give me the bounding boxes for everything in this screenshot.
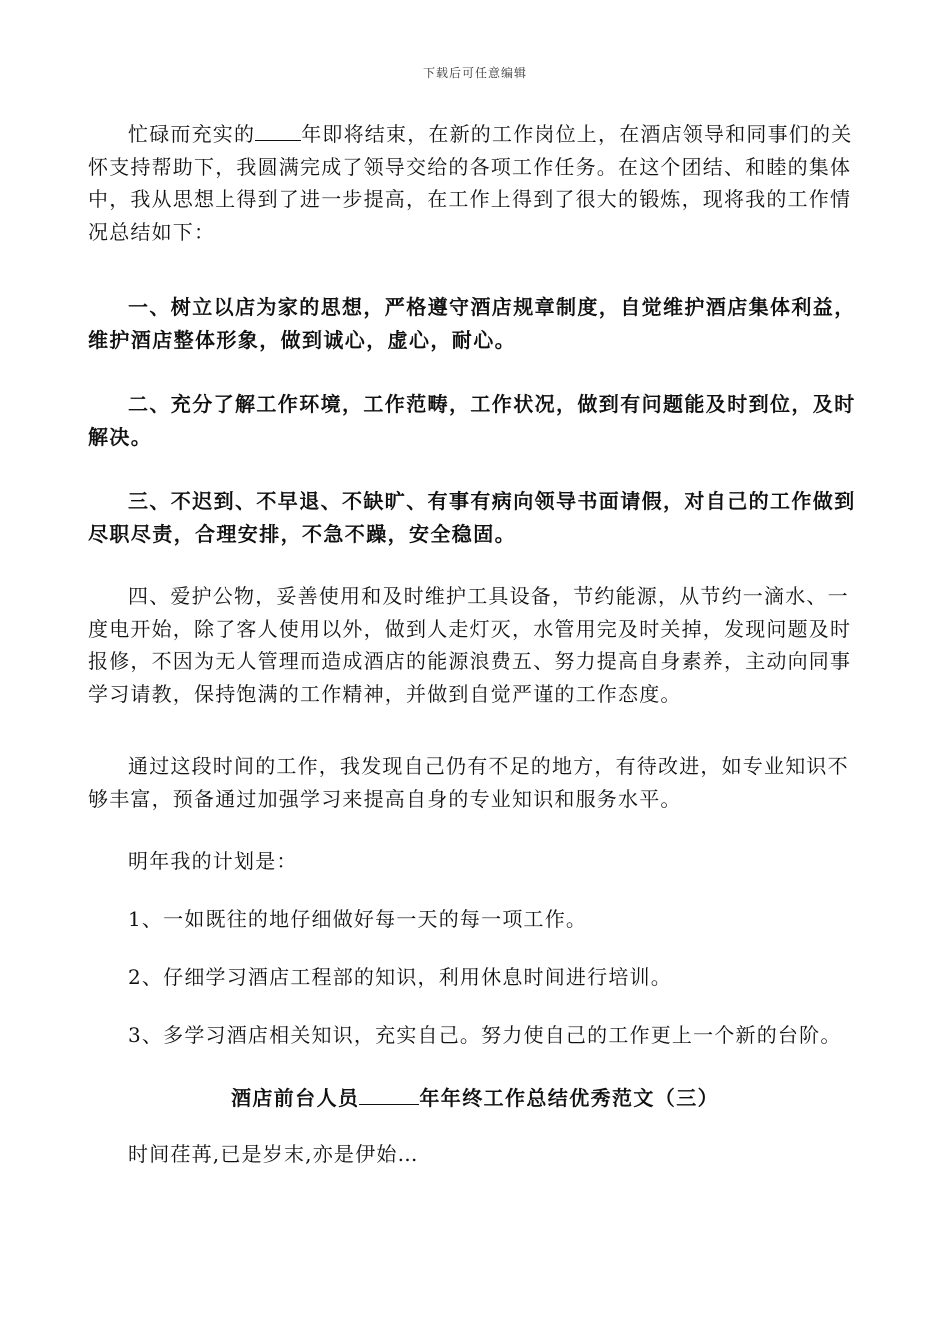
plan-item-2: 2、仔细学习酒店工程部的知识，利用休息时间进行培训。: [128, 965, 672, 989]
title-blank: [359, 1086, 419, 1105]
point-two-paragraph: 二、充分了解工作环境，工作范畴，工作状况，做到有问题能及时到位，及时解决。: [88, 392, 856, 449]
intro-text-before-blank: 忙碌而充实的: [128, 122, 256, 146]
point-three-paragraph: 三、不迟到、不早退、不缺旷、有事有病向领导书面请假，对自己的工作做到尽职尽责，合理安排，不急不躁，安全稳固。: [88, 489, 856, 546]
closing-line: 时间荏苒,已是岁末,亦是伊始…: [128, 1142, 419, 1166]
year-blank: [255, 122, 301, 141]
page-header: 下载后可任意编辑: [422, 66, 527, 80]
section-title: [0, 1082, 950, 1111]
intro-text-after-blank: 年即将结束，在新的工作岗位上，在酒店领导和同事们的关怀支持帮助下，我圆满完成了领导交给的各项工作任务。在这个团结、和睦的集体中，我从思想上得到了进一步提高，在工作上得到了很大的锻炼，现将我的工作情况总结如下：: [88, 122, 853, 244]
plan-item-3: 3、多学习酒店相关知识，充实自己。努力使自己的工作更上一个新的台阶。: [128, 1023, 842, 1047]
section-title-after-blank: 年年终工作总结优秀范文（三）: [419, 1086, 719, 1110]
reflection-paragraph: 通过这段时间的工作，我发现自己仍有不足的地方，有待改进，如专业知识不够丰富，预备通过加强学习来提高自身的专业知识和服务水平。: [88, 754, 849, 811]
intro-paragraph: [88, 118, 868, 248]
point-one-paragraph: 一、树立以店为家的思想，严格遵守酒店规章制度，自觉维护酒店集体利益，维护酒店整体形象，做到诚心，虚心，耐心。: [88, 295, 856, 352]
section-title-before-blank: 酒店前台人员: [230, 1086, 360, 1110]
point-four-paragraph: 四、爱护公物，妥善使用和及时维护工具设备，节约能源，从节约一滴水、一度电开始，除了客人使用以外，做到人走灯灭，水管用完及时关掉，发现问题及时报修，不因为无人管理而造成酒店的能源浪费五、努力提高自身素养，主动向同事学习请教，保持饱满的工作精神，并做到自觉严谨的工作态度。: [88, 584, 852, 706]
plan-item-1: 1、一如既往的地仔细做好每一天的每一项工作。: [128, 907, 588, 931]
plan-intro-paragraph: 明年我的计划是：: [128, 849, 298, 873]
